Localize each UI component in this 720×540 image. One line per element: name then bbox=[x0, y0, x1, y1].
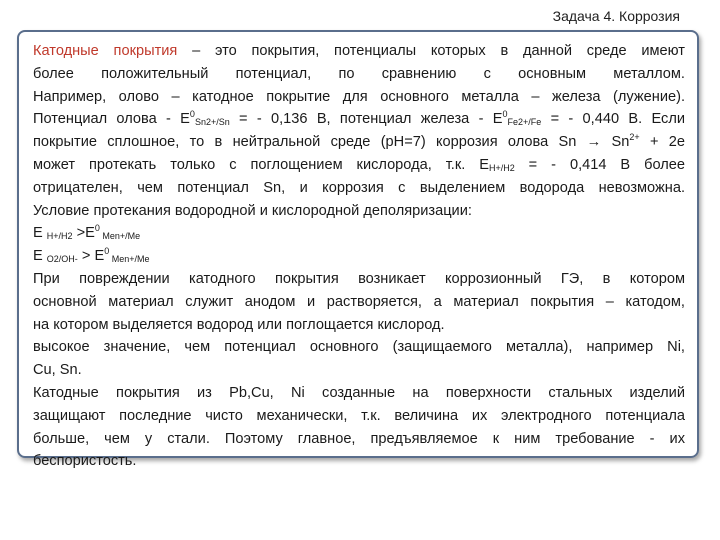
text-line: Cu, Sn. bbox=[33, 362, 82, 379]
subscript: O2/OH- bbox=[46, 254, 78, 265]
subscript: Sn2+/Sn bbox=[194, 117, 230, 128]
text-line bbox=[33, 131, 685, 154]
superscript: 0 bbox=[502, 109, 508, 120]
text-line: защищают последние чисто механически, т.к. величина их электродного потенциала bbox=[33, 407, 685, 424]
text-line: более положительный потенциал, по сравнению с основным металлом. bbox=[33, 65, 685, 82]
superscript: 2+ bbox=[629, 132, 640, 143]
content-box bbox=[17, 30, 699, 470]
subscript: Men+/Me bbox=[109, 254, 150, 265]
text-span: может протекать только с поглощением кислорода, т.к. E bbox=[33, 156, 489, 173]
text-line bbox=[33, 108, 685, 131]
text-line: Условие протекания водородной и кислородной деполяризации: bbox=[33, 202, 472, 219]
text-line bbox=[33, 222, 685, 245]
slide-title: Задача 4. Коррозия bbox=[552, 8, 680, 24]
subscript: H+/H2 bbox=[488, 162, 515, 173]
text-span: Потенциал олова - E bbox=[33, 111, 190, 128]
text-line: При повреждении катодного покрытия возникает коррозионный ГЭ, в котором bbox=[33, 270, 685, 287]
text-line bbox=[33, 154, 685, 177]
text-line: основной материал служит анодом и растворяется, а материал покрытия – катодом, bbox=[33, 293, 685, 310]
text-span: покрытие сплошное, то в нейтральной среде (рН=7) коррозия олова Sn → Sn bbox=[33, 134, 630, 151]
superscript: 0 bbox=[94, 223, 100, 234]
text-span: >E bbox=[72, 225, 95, 242]
text-line: отрицателен, чем потенциал Sn, и коррозия с выделением водорода невозможна. bbox=[33, 179, 685, 196]
text-span: > E bbox=[77, 248, 105, 265]
superscript: 0 bbox=[104, 246, 110, 257]
subscript: H+/H2 bbox=[46, 231, 73, 242]
text-line: высокое значение, чем потенциал основного (защищаемого металла), например Ni, bbox=[33, 339, 685, 356]
text-line: Например, олово – катодное покрытие для основного металла – железа (лужение). bbox=[33, 88, 685, 105]
text-line: больше, чем у стали. Поэтому главное, предъявляемое к ним требование - их bbox=[33, 430, 685, 447]
text-span: = - 0,136 В, потенциал железа - E bbox=[229, 111, 503, 128]
text-span: E bbox=[33, 225, 47, 242]
text-span: = - 0,414 В более bbox=[514, 156, 685, 173]
text-line: беспористость. bbox=[33, 453, 137, 470]
text-span: + 2е bbox=[639, 134, 685, 151]
text-line: на котором выделяется водород или поглощается кислород. bbox=[33, 316, 445, 333]
superscript: 0 bbox=[189, 109, 195, 120]
text-line bbox=[33, 40, 685, 63]
subscript: Men+/Me bbox=[99, 231, 141, 242]
text-span: E bbox=[33, 248, 47, 265]
text-span: – это покрытия, потенциалы которых в данной среде имеют bbox=[177, 43, 685, 59]
text-line: Катодные покрытия из Pb,Cu, Ni созданные на поверхности стальных изделий bbox=[33, 384, 685, 401]
text-line bbox=[33, 245, 685, 268]
subscript: Fe2+/Fe bbox=[507, 117, 542, 128]
text-span: = - 0,440 В. Если bbox=[541, 111, 685, 128]
term-highlight: Катодные покрытия bbox=[33, 43, 178, 59]
